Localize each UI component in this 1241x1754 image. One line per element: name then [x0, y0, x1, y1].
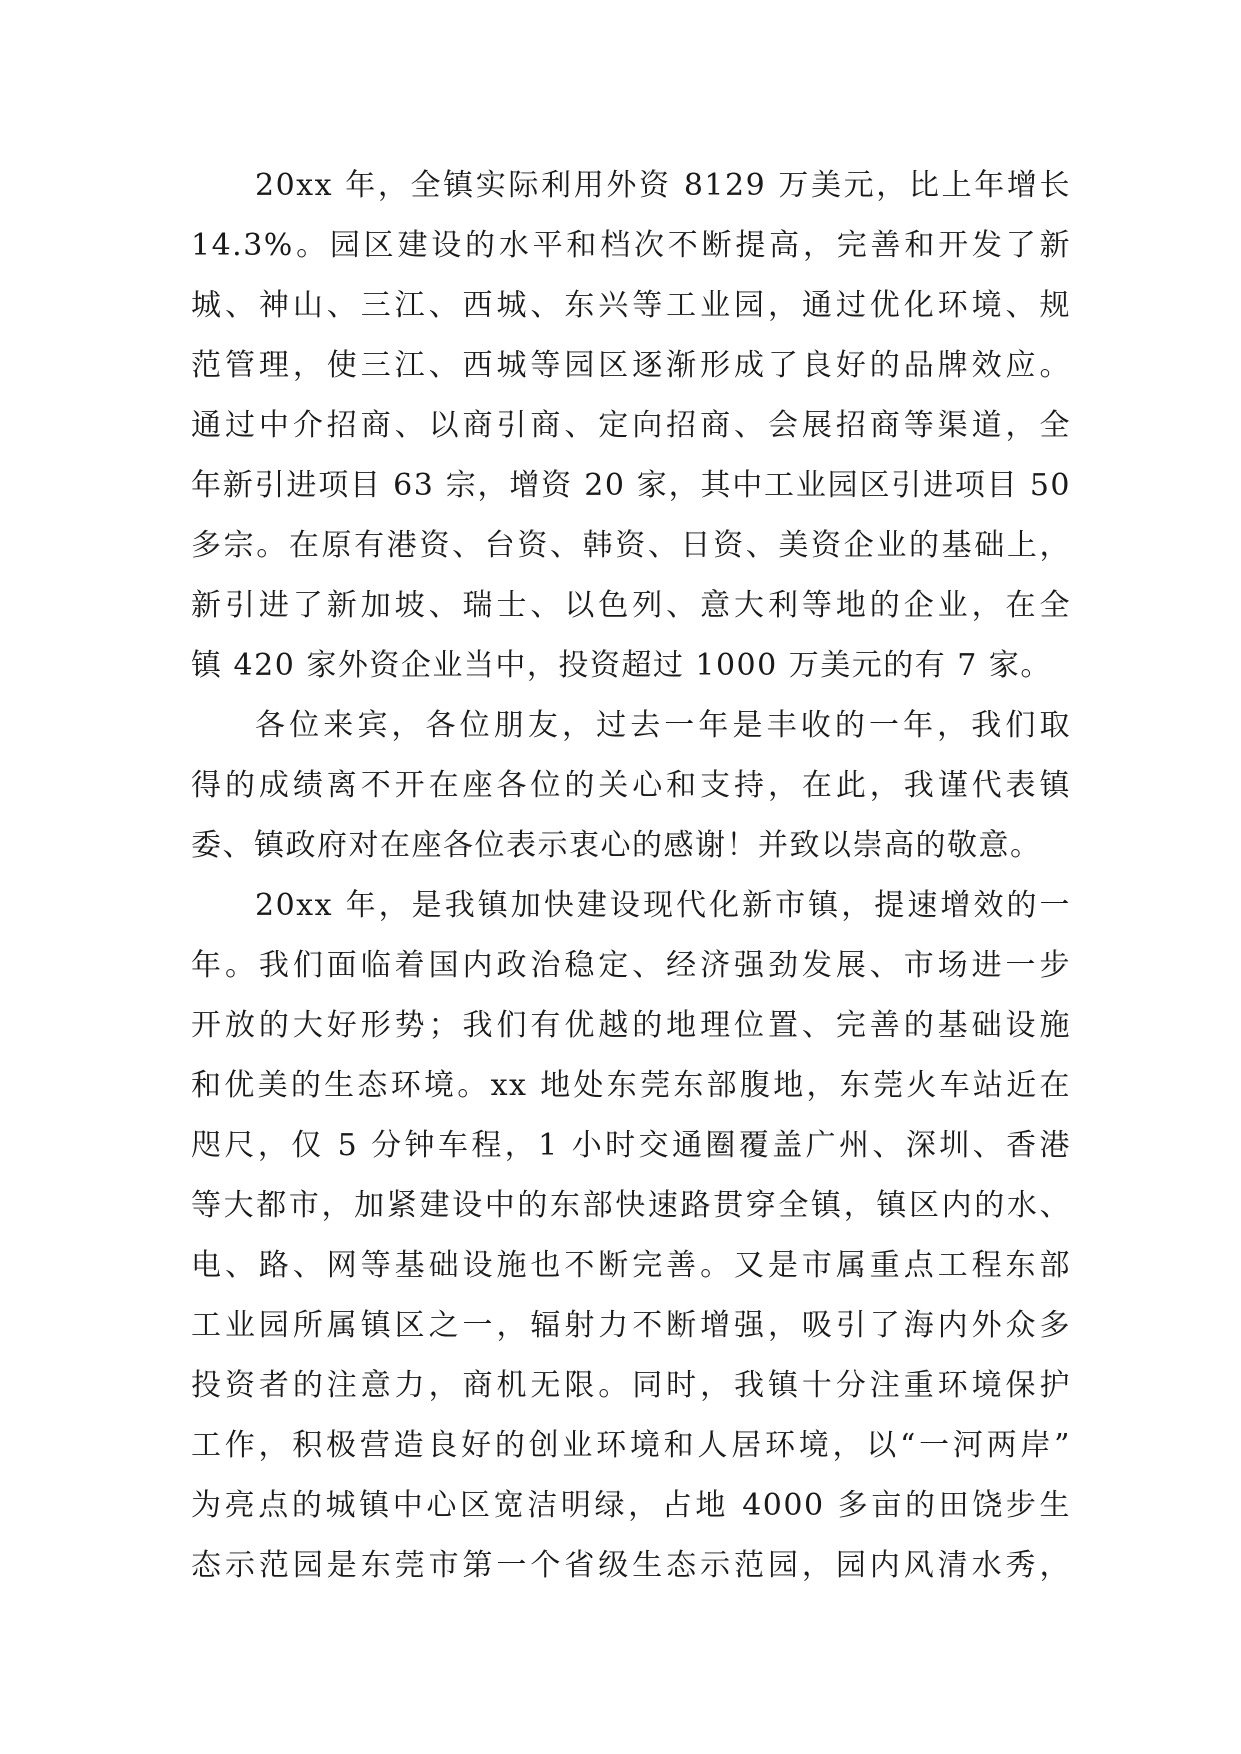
- text-line: 年新引进项目 63 宗，增资 20 家，其中工业园区引进项目 50: [191, 468, 1071, 503]
- text-line: 和优美的生态环境。xx 地处东莞东部腹地，东莞火车站近在: [191, 1068, 1071, 1103]
- text-line: 各位来宾，各位朋友，过去一年是丰收的一年，我们取: [255, 708, 1071, 743]
- text-line: 范管理，使三江、西城等园区逐渐形成了良好的品牌效应。: [191, 348, 1071, 383]
- text-line: 咫尺，仅 5 分钟车程，1 小时交通圈覆盖广州、深圳、香港: [191, 1128, 1071, 1163]
- text-line: 工业园所属镇区之一，辐射力不断增强，吸引了海内外众多: [191, 1308, 1071, 1343]
- text-line: 得的成绩离不开在座各位的关心和支持，在此，我谨代表镇: [191, 768, 1071, 803]
- text-line: 新引进了新加坡、瑞士、以色列、意大利等地的企业，在全: [191, 588, 1071, 623]
- text-line: 工作，积极营造良好的创业环境和人居环境，以“一河两岸”: [191, 1428, 1071, 1463]
- text-line: 20xx 年，全镇实际利用外资 8129 万美元，比上年增长: [255, 168, 1071, 203]
- text-line: 电、路、网等基础设施也不断完善。又是市属重点工程东部: [191, 1248, 1071, 1283]
- text-line: 委、镇政府对在座各位表示衷心的感谢！并致以崇高的敬意。: [191, 828, 1042, 863]
- text-line: 投资者的注意力，商机无限。同时，我镇十分注重环境保护: [191, 1368, 1071, 1403]
- text-line: 年。我们面临着国内政治稳定、经济强劲发展、市场进一步: [191, 948, 1071, 983]
- text-line: 14.3%。园区建设的水平和档次不断提高，完善和开发了新: [191, 228, 1071, 263]
- text-line: 镇 420 家外资企业当中，投资超过 1000 万美元的有 7 家。: [191, 648, 1052, 683]
- text-line: 城、神山、三江、西城、东兴等工业园，通过优化环境、规: [191, 288, 1071, 323]
- text-line: 态示范园是东莞市第一个省级生态示范园，园内风清水秀，: [191, 1548, 1071, 1583]
- text-line: 20xx 年，是我镇加快建设现代化新市镇，提速增效的一: [255, 888, 1071, 923]
- text-line: 开放的大好形势；我们有优越的地理位置、完善的基础设施: [191, 1008, 1071, 1043]
- text-line: 等大都市，加紧建设中的东部快速路贯穿全镇，镇区内的水、: [191, 1188, 1071, 1223]
- text-line: 通过中介招商、以商引商、定向招商、会展招商等渠道，全: [191, 408, 1071, 443]
- text-line: 多宗。在原有港资、台资、韩资、日资、美资企业的基础上，: [191, 528, 1071, 563]
- text-line: 为亮点的城镇中心区宽洁明绿，占地 4000 多亩的田饶步生: [191, 1488, 1071, 1523]
- document-body: [191, 156, 1071, 1596]
